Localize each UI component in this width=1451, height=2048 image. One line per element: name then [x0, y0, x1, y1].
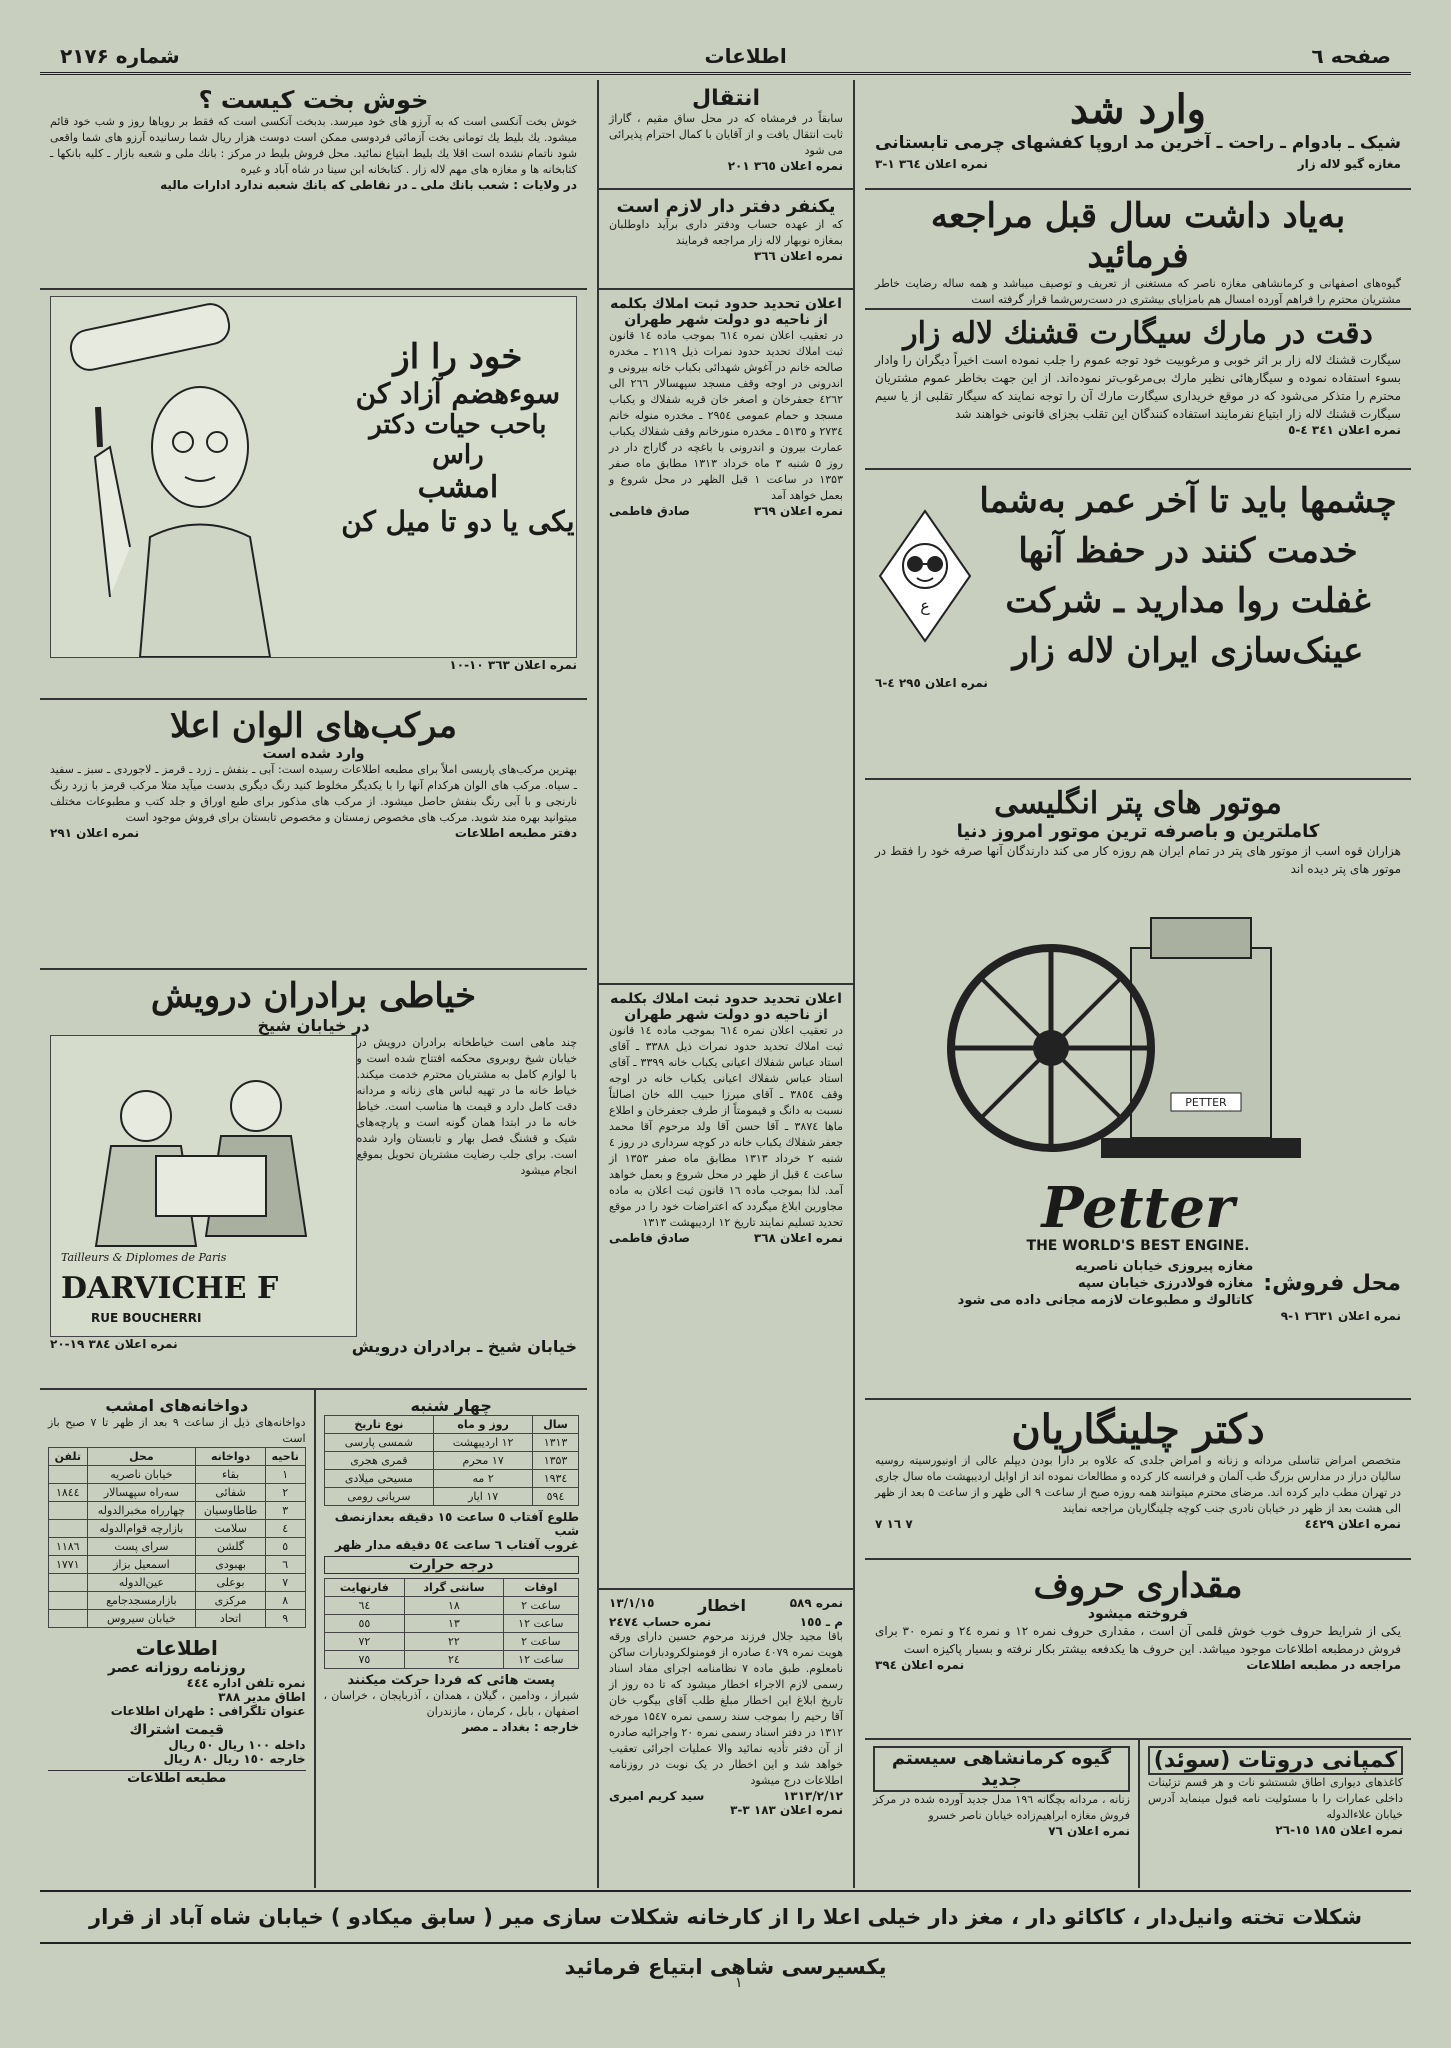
pill-line-2: سوءهضم آزاد کن	[355, 377, 561, 410]
cigarette-text: سیگارت قشنك لاله زار بر اثر خوبی و مرغوبیت خود توجه عموم را جلب نموده است اخیراً دیگران را وادار بسوء استفاده نموده و سیگارهائی نظیر مارك بی‌مرغوب‌تر نموده‌اند. از این جهت بخاطر عموم مشتریان محترم را متذکر می‌شود که در موقع خریداری سیگارت مارك آن را توجه نمایند که سیگار تقلبی از یا سیم سیگارت قشنك لاله زار ابتیاع نفرمایند استفاده کنندگان این تقلب بجزای قانونی خواهند شد	[875, 353, 1401, 421]
pharm-cell: طاطاوسیان	[196, 1502, 266, 1520]
pharmacy-table	[48, 1447, 306, 1628]
glasses-line-4: عینک‌سازی ایران لاله زار	[1012, 631, 1364, 671]
ink-subtitle: وارد شده است	[262, 746, 365, 762]
pharm-cell: بهبودی	[196, 1556, 266, 1574]
chocolate-banner: شکلات تخته وانیل‌دار ، کاکائو دار ، مغز دار خیلی اعلا را از کارخانه شکلات سازی میر ( سابق میکادو ) خیابان شاه آباد از قرار یکسیرسی شاهی ابتیاع فرمائید	[40, 1890, 1411, 1944]
glasses-face-icon	[875, 506, 975, 646]
tailor-ad	[40, 970, 587, 1390]
petter-ad-number: نمره اعلان ۳٦۳۱ ۱-۹	[1280, 1309, 1401, 1323]
info-phone: نمره تلفن اداره ٤٤٤	[186, 1676, 306, 1690]
post-cities: شیراز ، ودامین ، گیلان ، همدان ، آذربایجان ، خراسان ، اصفهان ، بابل ، کرمان ، مازندران	[323, 1689, 579, 1718]
vared-line: شیک ـ بادوام ـ راحت ـ آخرین مد اروپا کفشهای چرمی تابستانی	[875, 133, 1401, 153]
sunset: غروب آفتاب ٦ ساعت ٥٤ دقیقه مدار ظهر	[335, 1538, 579, 1552]
fonts-note: مراجعه در مطبعه اطلاعات	[1246, 1658, 1401, 1672]
cal-cell: ۱۷ ایار	[434, 1488, 533, 1506]
subscription-domestic: داخله ۱۰۰ ریال ٥۰ ریال	[168, 1738, 306, 1752]
tailor-text: چند ماهی است خیاطخانه برادران درویش در خیابان شیخ روبروی محکمه افتتاح شده است و با لوازم کامل به مشتریان محترم خدمت میکند. خیاط خانه ما در تهیه لباس های زنانه و مردانه دقت کامل دارد و قیمت ها مناسب است. خیاط خانه ما در ابتدا همان گونه است و پارچه‌های شیک و قشنگ فصل بهار و تابستان وارد شده است. برای جلب رضایت مشتریان تحویل بموقع انجام میشود	[356, 1036, 577, 1177]
doctor-ad-number: نمره اعلان ٤٤۲۹	[1304, 1517, 1401, 1531]
warning-date: ۱۳۱۳/۲/۱۲	[782, 1789, 843, 1803]
ink-ad	[40, 700, 587, 970]
pharm-cell: سرای پست	[87, 1538, 196, 1556]
giveh-ad-number: نمره اعلان ۷٦	[1048, 1824, 1130, 1838]
sunrise: طلوع آفتاب ٥ ساعت ١٥ دقیقه بعدازنصف شب	[334, 1510, 579, 1538]
temp-cell: ۲٤	[405, 1651, 503, 1669]
pharmacy-text: دواخانه‌های ذیل از ساعت ۹ بعد از ظهر تا ۷ صبح باز است	[48, 1416, 306, 1445]
temp-cell: ساعت ۱۲	[503, 1651, 578, 1669]
doctor-text: متخصص امراض تناسلی مردانه و زنانه و امراض جلدی که علاوه بر دارا بودن دیپلم عالی از اونیورسیته روسیه سالیان دراز در مدارس بزرگ طب آلمان و فرانسه کار کرده و مطالعات نموده اند از اوایل اردیبهشت ماه سال جاری در تهران مطب دایر کرده اند. مرضای محترم میتوانند همه روزه صبح از ساعت ۹ الی ظهر و از ساعت ۵ بعد از ظهر الی هشت بعد از ظهر در خیابان نادری جنب کوچه چلینگاریان مراجعه نمایند	[875, 1454, 1401, 1515]
petter-shop-1: مغازه پیروزی خیابان ناصریه	[1074, 1259, 1254, 1274]
petter-logo: Petter	[1041, 1175, 1235, 1241]
notice2-signature: صادق فاطمی	[609, 1231, 691, 1245]
bottom-ads	[865, 1740, 1411, 1888]
cal-cell: ۱۳۱۳	[533, 1434, 579, 1452]
vared-shop: مغازه گیو لاله زار	[1297, 157, 1401, 171]
lottery-text: خوش بخت آنکسی است که به آرزو های خود میرسد. بدبخت آنکسی است که فقط بر رویاها روز و شب خود قائم میشود. یك بلیط یك تومانی بخت آزمائی فردوسی ممکن است دوست هزار ریال شما رسانیده آرزو های شما واقعی شود ناتمام نشده است اقلا يك بليط ابتياع نمائيد. محل فروش بلیط در مرکز : بانك ملی و شعبه بازار ـ کلیه بانکها ـ کتابخانه ها و مغازه های مهم لاله زار . کتابخانه ابن سینا در شاه آباد و غیره	[50, 115, 577, 176]
ink-ad-number: نمره اعلان ۲۹۱	[50, 826, 140, 840]
warning-date-head: ۱۳/۱/۱٥	[609, 1596, 655, 1610]
ink-note: دفتر مطبعه اطلاعات	[454, 826, 577, 840]
info-footer: مطبعه اطلاعات	[48, 1770, 306, 1786]
warning-signature: سید کریم امیری	[609, 1789, 705, 1803]
issue-number: شماره ۲۱۷۶	[60, 44, 180, 68]
page-number: صفحه ٦	[1311, 44, 1391, 68]
cal-cell: سریانی رومی	[324, 1488, 434, 1506]
temp-cell: ۷۲	[324, 1633, 405, 1651]
notice1-title: اعلان تحدید حدود ثبت املاك بکلمه از ناحیه دو دولت شهر طهران	[610, 296, 842, 328]
petter-sale-title: محل فروش:	[1263, 1271, 1401, 1296]
tailor-sign-street: RUE BOUCHERRI	[91, 1311, 202, 1325]
newspaper-name: اطلاعات	[704, 44, 787, 68]
left-column	[40, 80, 587, 1888]
pill-line-1: خود را از	[393, 337, 523, 377]
cal-cell: مسیحی میلادی	[324, 1470, 434, 1488]
doctor-ad	[865, 1400, 1411, 1560]
company-title: کمپانی دروتات (سوئد)	[1148, 1746, 1403, 1775]
fonts-ad-number: نمره اعلان ۳۹٤	[875, 1658, 965, 1672]
pharm-cell: ۱	[265, 1466, 305, 1484]
pharm-cell: مرکزی	[196, 1592, 266, 1610]
petter-text: هزاران قوه اسب از موتور های پتر در تمام ایران هم روزه کار می کند دارندگان آنها صرفه خود را فقط در موتور های پتر دیده اند	[875, 844, 1401, 876]
ink-text: بهترین مرکب‌های پاریسی املاً برای مطبعه اطلاعات رسیده است: آبی ـ بنفش ـ زرد ـ قرمز ـ لاجوردی ـ سبز ـ سفید ـ سیاه. مرکب های الوان هرکدام آنها را با یکدیگر مخلوط کنید رنگ دیگری بدست میآید متلا مرکب قرمز با زرد رنگ نارنجی و با آبی رنگ بنفش حاصل میشود. از مرکب های مذکور برای طبع اوراق و جلد کتب و مطبوعات مختلف میتوانید بهره مند شوید. مرکب های مخصوص زمستان و مخصوص تابستان برای فروش موجود است	[50, 763, 577, 824]
svg-text:ع: ع	[920, 596, 930, 615]
pharm-head-4: تلفن	[49, 1448, 88, 1466]
glasses-ad	[865, 470, 1411, 780]
pill-line-5: یکی یا دو تا میل کن	[341, 505, 575, 538]
company-ad-number: نمره اعلان ۱۸٥ ١٥-٢٦	[1275, 1823, 1403, 1837]
pharm-cell: ۷	[265, 1574, 305, 1592]
pill-ad-number: نمره اعلان ۳٦۳ ۱۰-۱۰	[449, 658, 577, 672]
pharm-cell: شفائی	[196, 1484, 266, 1502]
doctor-ad-code: ۷ ۱٦ ۷	[875, 1517, 913, 1531]
cal-cell: ۱۷ محرم	[434, 1452, 533, 1470]
info-subtitle: روزنامه روزانه عصر	[107, 1660, 246, 1676]
warning-account: نمره حساب ۲٤۷٤	[609, 1615, 712, 1629]
tailor-subtitle: در خیابان شیخ	[257, 1016, 370, 1035]
pharm-cell: ۳	[265, 1502, 305, 1520]
middle-column	[597, 80, 855, 1888]
pill-line-3: باحب حیات دکتر راس	[369, 410, 547, 470]
company-text: کاغذهای دیواری اطاق شستشو نات و هر قسم تزئینات داخلی عمارات را با مسئولیت نامه قبول مینماید آدرس خیابان علاءالدوله	[1148, 1776, 1403, 1821]
glasses-line-3: غفلت روا مدارید ـ شرکت	[1005, 581, 1371, 621]
pharm-cell: اتحاد	[196, 1610, 266, 1628]
engine-illustration	[875, 878, 1401, 1178]
petter-subtitle: کاملترین و باصرفه ترین موتور امروز دنیا	[956, 821, 1320, 842]
pharmacy-box	[40, 1390, 314, 1888]
lottery-title: خوش بخت کیست ؟	[198, 86, 429, 114]
calendar-box	[314, 1390, 588, 1888]
cal-head-1: سال	[533, 1416, 579, 1434]
engine-plate: PETTER	[1185, 1096, 1227, 1109]
pharm-cell: ۸	[265, 1592, 305, 1610]
cal-cell: ۲ مه	[434, 1470, 533, 1488]
pharm-cell: بقاء	[196, 1466, 266, 1484]
pharm-head-3: محل	[87, 1448, 196, 1466]
subscription-title: قیمت اشتراك	[129, 1722, 225, 1738]
newspaper-page	[40, 40, 1411, 2008]
temp-cell: ۲۲	[405, 1633, 503, 1651]
company-ad	[1138, 1740, 1411, 1888]
ink-title: مرکب‌های الوان اعلا	[170, 706, 457, 746]
pharm-cell	[49, 1466, 88, 1484]
pharm-cell: ٦	[265, 1556, 305, 1574]
reminder-text: گیوه‌های اصفهانی و کرمانشاهی مغازه ناصر که مستغنی از تعریف و توصیف میباشد و همه ساله رضایت خاطر مشتریان محترم را فراهم آورده امسال هم بامزایای بیشتری در دست‌رس‌شما قرار گرفته است	[875, 277, 1401, 306]
fonts-subtitle: فروخته میشود	[1087, 1606, 1189, 1622]
info-director: اطاق مدیر ۳۸۸	[218, 1690, 306, 1704]
pill-frame	[50, 296, 577, 658]
cal-cell: قمری هجری	[324, 1452, 434, 1470]
temp-head-3: فارنهایت	[324, 1579, 405, 1597]
registry-notice-1	[599, 290, 853, 985]
pill-line-4: امشب	[417, 470, 499, 505]
temperature-table	[324, 1578, 580, 1669]
reminder-ad	[865, 190, 1411, 310]
pharm-cell: خیابان سیروس	[87, 1610, 196, 1628]
pharm-cell: چهارراه مخبرالدوله	[87, 1502, 196, 1520]
page-mark: ۱	[735, 1975, 743, 1991]
doctor-title: دکتر چلینگاریان	[1011, 1406, 1265, 1453]
subscription-abroad: خارجه ۱٥۰ ریال ۸۰ ریال	[163, 1752, 306, 1766]
bottom-info	[40, 1390, 587, 1888]
warning-ad-number: نمره اعلان ۱۸۳ ۳-۳	[730, 1803, 843, 1817]
post-title: پست هائی که فردا حرکت میکنند	[347, 1673, 555, 1688]
pharm-head-1: ناحیه	[265, 1448, 305, 1466]
pharm-cell: ٤	[265, 1520, 305, 1538]
tailor-sign-paris: Tailleurs & Diplomes de Paris	[61, 1251, 227, 1264]
temp-cell: ساعت ۱۲	[503, 1615, 578, 1633]
lottery-provinces: در ولایات : شعب بانك ملی ـ در نقاطی که بانك شعبه ندارد ادارات مالیه	[160, 178, 577, 192]
vared-ad-number: نمره اعلان ۳٦٤ ۱-۳	[875, 157, 988, 171]
temp-cell: ۱۸	[405, 1597, 503, 1615]
cal-head-3: نوع تاریخ	[324, 1416, 434, 1434]
glasses-line-2: خدمت کنند در حفظ آنها	[1018, 531, 1358, 571]
temp-cell: ٦٤	[324, 1597, 405, 1615]
cal-cell: ۱۹۳٤	[533, 1470, 579, 1488]
pharm-cell: گلشن	[196, 1538, 266, 1556]
pharm-cell	[49, 1610, 88, 1628]
reminder-title: به‌یاد داشت سال قبل مراجعه فرمائید	[930, 196, 1346, 276]
move-ad-number: نمره اعلان ۳٦٥ ۲۰۱	[727, 159, 843, 173]
pharm-cell: بازارمسجدجامع	[87, 1592, 196, 1610]
right-column	[865, 80, 1411, 1888]
masthead	[40, 40, 1411, 75]
pharm-cell: ۱۸٤٤	[49, 1484, 88, 1502]
petter-catalog: کاتالوك و مطبوعات لازمه مجانی داده می شود	[957, 1293, 1254, 1308]
tailor-street: خیابان شیخ ـ برادران درویش	[351, 1337, 577, 1356]
fonts-title: مقداری حروف	[1033, 1566, 1243, 1606]
move-text: سابقاً در فرمشاه که در محل ساق مقیم ، گاراژ ثابت انتقال یافت و از آقایان با کمال احترام پذیرائی می شود	[609, 112, 843, 157]
pharm-cell: اسمعیل بزاز	[87, 1556, 196, 1574]
temp-cell: ٥٥	[324, 1615, 405, 1633]
warning-title: اخطار	[698, 1596, 746, 1615]
warning-number: نمره ۵۸۹	[789, 1596, 843, 1610]
calendar-table	[324, 1415, 580, 1506]
temp-head-2: سانتی گراد	[405, 1579, 503, 1597]
notice2-text: در تعقیب اعلان نمره ٦۱٤ بموجب ماده ۱٤ قانون ثبت املاك تحدید حدود نمرات ذیل ۳۳۸۸ ـ آقای استاد عباس شفلاك اعیانی یکباب خانه ۳۳۹۹ ـ آقای استاد عباس شفلاك اعیانی یکباب خانه در اوجه وقف ۳۸٥٤ ـ آقای میرزا حبیب الله خان اصالتاً نسبت به دانگ و قیمومتاً از طرف جعفرخان و اطلاع ماها ۳۸۷٤ ـ آقا حسن آقا ولد مرحوم آقا محمد جعفر شفلاك یکباب خانه در کوچه سرداری در روز ٤ شنبه ۲ خرداد ۱۳۱۳ مطابق ماه صفر ۱۳۵۳ از ساعت ٤ قبل از ظهر در محل شروع و بعمل خواهد آمد. لذا بموجب ماده ۱٦ قانون ثبت اعلان به ماده مجاورین ابلاغ میگردد که اعتراضات خود را در موقع تحدید تسلیم نمایند تاریخ ۱۲ اردیبهشت ۱۳۱۳	[609, 1024, 844, 1229]
fonts-text: یکی از شرایط حروف خوب خوش قلمی آن است ، مقداری حروف نمره ۱۲ و نمره ۲٤ و نمره ۳۰ برای فروش درمطبعه اطلاعات موجود میباشد. این حروف ها یکدفعه بیشتر بکار نرفته و بسیار پاکیزه است	[875, 1624, 1401, 1656]
pharm-head-2: دواخانه	[196, 1448, 266, 1466]
notice2-ad-number: نمره اعلان ۳٦۸	[753, 1231, 843, 1245]
temp-cell: ۱۳	[405, 1615, 503, 1633]
giveh-title: گیوه کرمانشاهی سیستم جدید	[873, 1746, 1130, 1792]
notice1-signature: صادق فاطمی	[609, 504, 691, 518]
cal-cell: ۱۲ اردیبهشت	[434, 1434, 533, 1452]
post-abroad: خارجه : بغداد ـ مصر	[462, 1720, 579, 1734]
pharm-cell: ۲	[265, 1484, 305, 1502]
warning-code: م ـ ۱٥٥	[799, 1615, 843, 1629]
vared-title: وارد شد	[1070, 86, 1206, 133]
temp-cell: ۷٥	[324, 1651, 405, 1669]
pharmacy-title: دواخانه‌های امشب	[105, 1396, 249, 1415]
pharm-cell: بازارچه قوام‌الدوله	[87, 1520, 196, 1538]
pharm-cell	[49, 1520, 88, 1538]
cigarette-ad-number: نمره اعلان ۳٤۱ ٤-٥	[1288, 423, 1401, 437]
pharm-cell: عین‌الدوله	[87, 1574, 196, 1592]
pharm-cell: سلامت	[196, 1520, 266, 1538]
lottery-ad	[40, 80, 587, 290]
move-ad	[599, 80, 853, 190]
petter-title: موتور های پتر انگلیسی	[994, 786, 1282, 821]
pharm-cell: ۱۷۷۱	[49, 1556, 88, 1574]
warning-notice	[599, 1590, 853, 1888]
pharm-cell: ۱۱۸٦	[49, 1538, 88, 1556]
temp-head-1: اوقات	[503, 1579, 578, 1597]
tailor-title: خیاطی برادران درویش	[150, 976, 477, 1016]
cigarette-title: دقت در مارك سیگارت قشنك لاله زار	[903, 316, 1373, 351]
info-title: اطلاعات	[135, 1636, 218, 1660]
cal-cell: ٥۹٤	[533, 1488, 579, 1506]
cal-head-2: روز و ماه	[434, 1416, 533, 1434]
notice1-ad-number: نمره اعلان ۳٦۹	[753, 504, 843, 518]
temp-cell: ساعت ۲	[503, 1633, 578, 1651]
tailor-illustration	[50, 1035, 357, 1337]
temp-cell: ساعت ۲	[503, 1597, 578, 1615]
clerk-text: که از عهده حساب ودفتر داری برآید داوطلبان بمغازه نوبهار لاله زار مراجعه فرمایند	[609, 218, 843, 247]
glasses-ad-number: نمره اعلان ۲۹٥ ٤-٦	[875, 676, 988, 690]
pharm-cell	[49, 1502, 88, 1520]
temperature-title: درجه حرارت	[324, 1556, 580, 1574]
clerk-title: یکنفر دفتر دار لازم است	[616, 196, 836, 217]
info-telegraph: عنوان تلگرافی : طهران اطلاعات	[110, 1704, 306, 1718]
tailor-sign-name: DARVICHE F	[61, 1271, 279, 1306]
pharm-cell: خیابان ناصریه	[87, 1466, 196, 1484]
fonts-ad	[865, 1560, 1411, 1740]
glasses-line-1: چشمها باید تا آخر عمر به‌شما	[979, 481, 1397, 521]
warning-text: باقا مجید جلال فرزند مرحوم حسین دارای ورقه هویت نمره ٤۰۷۹ صادره از فومنولکرودبارات ساکن نامعلوم. طبق ماده ۷ نظامنامه اجرای مفاد اسناد رسمی لازم الاجراء اخطار میشود که تا ده روز از تاریخ ابلاغ این اخطار مبلغ طلب آقای بیگوب خان آقا رحیم را بموجب سند رسمی نمره ۱۵٤۷ مورخه ۱۳۱۲ در دفتر اسناد رسمی نمره ۲۰ واجرائیه صادره از آن دفتر تأدیه نمائید والا عملیات اجرائی تعقیب خواهد شد و این اخطار در یک نوبت در روزنامه اطلاعات درج میشود	[609, 1630, 844, 1787]
move-title: انتقال	[692, 86, 760, 111]
cal-cell: شمسی پارسی	[324, 1434, 434, 1452]
cal-cell: ۱۳۵۳	[533, 1452, 579, 1470]
vared-ad	[865, 80, 1411, 190]
notice2-title: اعلان تحدید حدود ثبت املاك بکلمه از ناحیه دو دولت شهر طهران	[610, 991, 842, 1023]
clerk-ad	[599, 190, 853, 290]
petter-slogan: THE WORLD'S BEST ENGINE.	[1026, 1238, 1250, 1254]
pharm-cell: ۹	[265, 1610, 305, 1628]
pharm-cell	[49, 1574, 88, 1592]
calendar-day: چهار شنبه	[410, 1396, 492, 1415]
tailor-ad-number: نمره اعلان ۳۸٤ ۱۹-۲۰	[50, 1337, 178, 1351]
pharm-cell	[49, 1592, 88, 1610]
giveh-ad	[865, 1740, 1138, 1888]
registry-notice-2	[599, 985, 853, 1590]
giveh-text: زنانه ، مردانه بچگانه ۱۹٦ مدل جدید آورده شده در مرکز فروش مغازه ابراهیم‌زاده خیابان ناصر خسرو	[873, 1793, 1130, 1822]
petter-ad	[865, 780, 1411, 1400]
clerk-ad-number: نمره اعلان ۳٦٦	[753, 249, 843, 263]
pharm-cell: ٥	[265, 1538, 305, 1556]
pharm-cell: بوعلی	[196, 1574, 266, 1592]
cigarette-ad	[865, 310, 1411, 470]
man-illustration	[51, 297, 340, 657]
pharm-cell: سه‌راه سپهسالار	[87, 1484, 196, 1502]
petter-shop-2: مغازه فولادرزی خیابان سپه	[1078, 1276, 1254, 1291]
notice1-text: در تعقیب اعلان نمره ٦۱٤ بموجب ماده ۱٤ قانون ثبت املاك تحدید حدود نمرات ذیل ۲۱۱۹ ـ مخدره صالحه خانم در آغوش شهدائی بکباب خانه بیرونی و اندرونی در اوجه وقف مسجد سپهسالار ۲٦٦ الی ٤۲٦۲ جعفرخان و اصغر خان قریه شفلاك و یکباب مسجد و حمام عمومی ۲۹٥٤ ـ مخدره منوله خانم ۲۷۳٤ و ۵۱۳٥ ـ مخدره منورخانم وقف شفلاك یکباب عمارت بیرون و اندرونی با باغچه در گاراج دار در روز ۵ شنبه ۳ ماه خرداد ۱۳۱۳ مطابق ماه صفر ۱۳۵۳ در ساعت ۱ قبل الظهر در محل شروع و بعمل خواهد آمد	[609, 329, 844, 502]
pill-ad	[40, 290, 587, 700]
